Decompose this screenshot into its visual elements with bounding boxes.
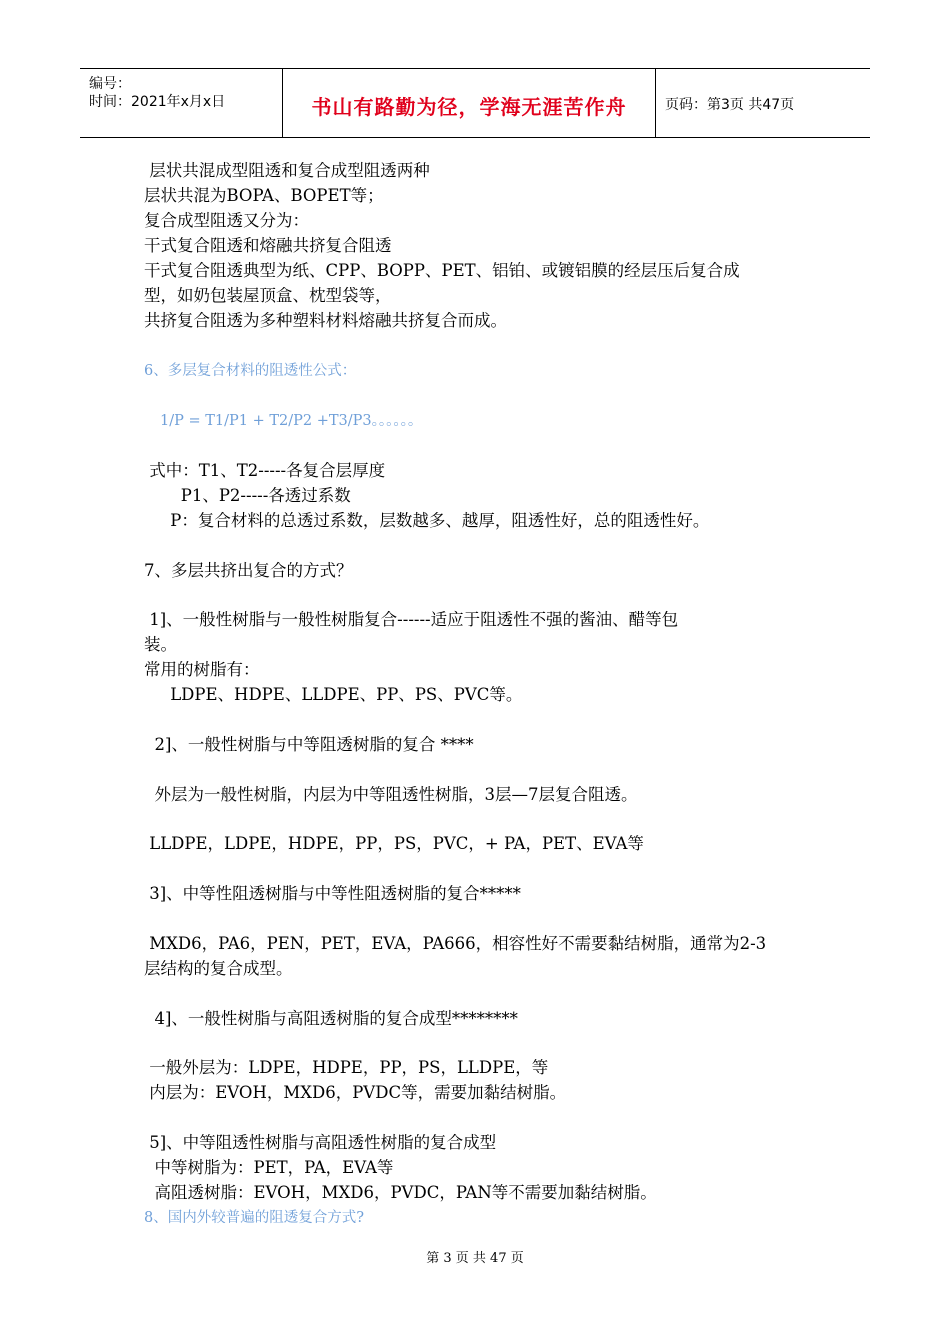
text-line: 内层为：EVOH，MXD6，PVDC等，需要加黏结树脂。 xyxy=(144,1083,567,1102)
header-page-cell xyxy=(655,69,870,137)
text-line: P：复合材料的总透过系数，层数越多、越厚，阻透性好，总的阻透性好。 xyxy=(144,511,710,530)
text-line: 4]、一般性树脂与高阻透树脂的复合成型******** xyxy=(144,1009,518,1028)
text-line: 外层为一般性树脂，内层为中等阻透性树脂，3层—7层复合阻透。 xyxy=(144,785,638,804)
text-line: 高阻透树脂：EVOH，MXD6，PVDC，PAN等不需要加黏结树脂。 xyxy=(144,1183,657,1202)
page-footer: 第 3 页 共 47 页 xyxy=(426,1251,524,1266)
page-label: 页码：第3页 共47页 xyxy=(665,97,795,113)
text-line: LDPE、HDPE、LLDPE、PP、PS、PVC等。 xyxy=(144,685,523,704)
text-line: 干式复合阻透典型为纸、CPP、BOPP、PET、铝铂、或镀铝膜的经层压后复合成 xyxy=(144,261,740,280)
text-line: 式中：T1、T2-----各复合层厚度 xyxy=(144,461,386,480)
text-line: 常用的树脂有： xyxy=(144,660,260,679)
motto: 书山有路勤为径，学海无涯苦作舟 xyxy=(311,95,627,119)
text-line: 中等树脂为：PET，PA，EVA等 xyxy=(144,1158,394,1177)
text-line: 5]、中等阻透性树脂与高阻透性树脂的复合成型 xyxy=(144,1133,497,1152)
text-line: 层状共混成型阻透和复合成型阻透两种 xyxy=(144,161,430,180)
text-line: 共挤复合阻透为多种塑料材料熔融共挤复合而成。 xyxy=(144,311,507,330)
text-line: 层结构的复合成型。 xyxy=(144,959,293,978)
text-line: 装。 xyxy=(144,635,177,654)
text-line: 2]、一般性树脂与中等阻透树脂的复合 **** xyxy=(144,735,474,754)
text-line: 干式复合阻透和熔融共挤复合阻透 xyxy=(144,236,392,255)
text-line: LLDPE，LDPE，HDPE，PP，PS，PVC，+ PA，PET、EVA等 xyxy=(144,834,644,853)
section-heading-6: 6、多层复合材料的阻透性公式： xyxy=(144,363,357,379)
text-line: 层状共混为BOPA、BOPET等； xyxy=(144,186,384,205)
section-heading-7: 7、多层共挤出复合的方式？ xyxy=(144,561,353,580)
text-line: 3]、中等性阻透树脂与中等性阻透树脂的复合***** xyxy=(144,884,521,903)
text-line: 一般外层为：LDPE，HDPE，PP，PS，LLDPE，等 xyxy=(144,1058,549,1077)
text-line: 复合成型阻透又分为： xyxy=(144,211,309,230)
section-heading-8: 8、国内外较普遍的阻透复合方式? xyxy=(144,1210,364,1226)
text-line: MXD6，PA6，PEN，PET，EVA，PA666，相容性好不需要黏结树脂，通常为2-3 xyxy=(144,934,767,953)
text-line: 1]、一般性树脂与一般性树脂复合------适应于阻透性不强的酱油、醋等包 xyxy=(144,610,679,629)
time-label: 时间：2021年x月x日 xyxy=(89,94,226,110)
formula: 1/P = T1/P1 + T2/P2 +T3/P3。。。。。。 xyxy=(160,413,423,429)
text-line: P1、P2-----各透过系数 xyxy=(144,486,351,505)
header-motto-cell xyxy=(282,69,656,137)
text-line: 型，如奶包装屋顶盒、枕型袋等， xyxy=(144,286,392,305)
page-header xyxy=(80,68,870,138)
header-meta xyxy=(80,69,282,137)
number-label: 编号： xyxy=(89,76,131,92)
